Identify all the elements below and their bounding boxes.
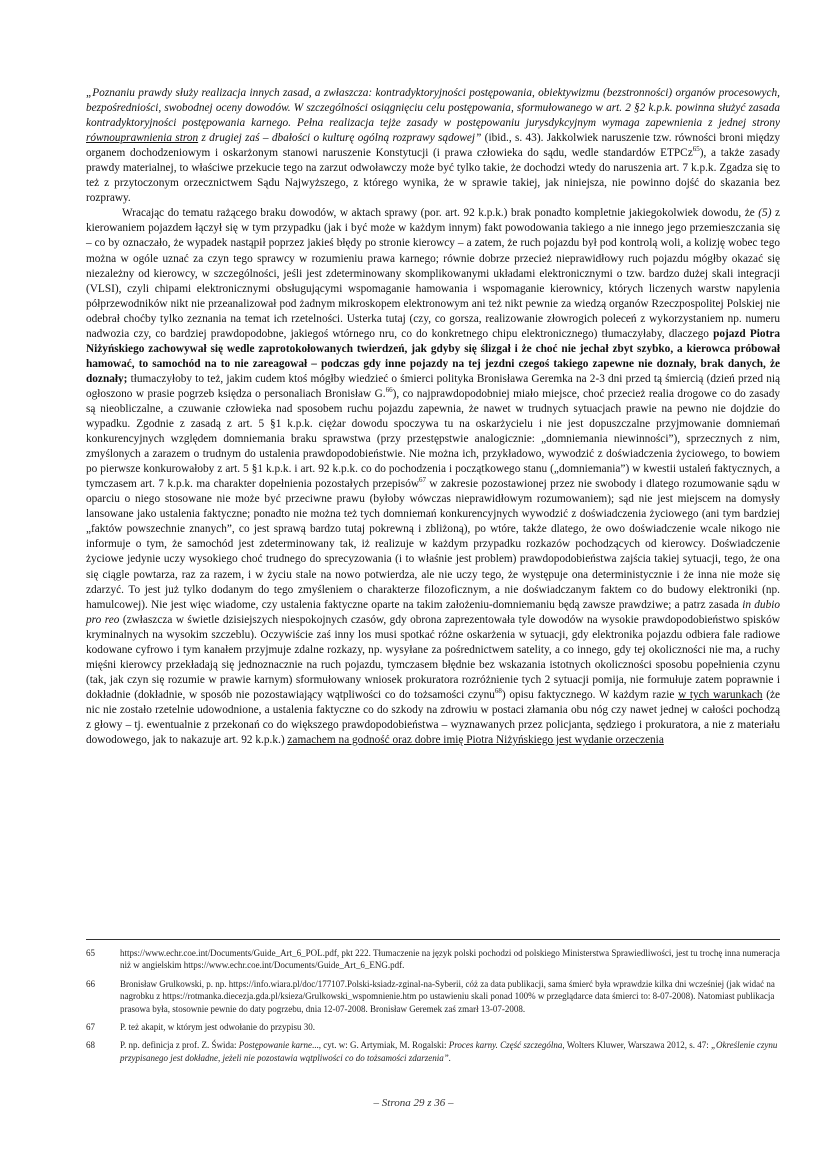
footnote-ref-67: 67 (419, 476, 426, 485)
footnote-68: 68 P. np. definicja z prof. Z. Świda: Postępowanie karne..., cyt. w: G. Artymiak, M. Rogalski: Proces karny. Część szczególna, Wolters Kluwer, Warszawa 2012, s. 47: „Określenie czynu przypisanego jest dokładne, jeżeli nie pozostawia wątpliwości co do tożsamości zdarzenia”. (86, 1040, 778, 1063)
quote-text: „Poznaniu prawdy służy realizacja innych zasad, a zwłaszcza: kontradyktoryjności postępowania, obiektywizmu (bezstronności) organów procesowych, bezpośredniości, swobodnej oceny dowodów. W szczególności osiągnięciu celu postępowania, sformułowanego w art. 2 §2 k.p.k. powinna służyć zasada kontradyktoryjności postępowania karnego. Pełna realizacja tejże zasady w postępowaniu jurysdykcyjnym wymaga zapewnienia z jednej strony równouprawnienia stron z drugiej zaś – dbałości o kulturę ogólną rozprawy sądowej” (86, 87, 780, 145)
footnote-66: 66 Bronisław Grulkowski, p. np. https://info.wiara.pl/doc/177107.Polski-ksiadz-zginal-na-Syberii, cóż za data publikacji, sama śmierć była wprawdzie kilka dni wcześniej (jak widać na nagrobku z https://rotmanka.diecezja.gda.pl/ksieza/Grulkowski_wspomnienie.htm po ustawieniu skali ponad 100% w przeglądarce data śmierci to: 8-07-2008). Natomiast publikacja prasowa była, stosownie pewnie do daty pogrzebu, dnia 12-07-2008. Bronisław Geremek zaś zmarł 13-07-2008. (86, 978, 775, 1014)
footnote-65: 65 https://www.echr.coe.int/Documents/Guide_Art_6_POL.pdf, pkt 222. Tłumaczenie na język polski pochodzi od polskiego Ministerstwa Sprawiedliwości, jest tu trochę inna numeracja niż w angielskim https://www.echr.coe.int/Documents/Guide_Art_6_ENG.pdf. (86, 948, 780, 971)
footnote-ref-66: 66 (385, 386, 393, 395)
main-text (86, 86, 780, 748)
page-number: – Strona 29 z 36 – (373, 1097, 454, 1109)
footnote-ref-68: 68 (494, 687, 502, 696)
bold-statement: pojazd Piotra Niżyńskiego zachowywał się wedle zaprotokołowanych twierdzeń, jak gdyby się ślizgał i że choć nie jechał zbyt szybko, a kierowca próbował hamować, to samochód na to nie zareagował – podczas gdy inne pojazdy na tej jezdni czegoś takiego zapewne nie doznały, brak danych, że doznały; (86, 327, 780, 385)
footnote-67: 67 P. też akapit, w którym jest odwołanie do przypisu 30. (86, 1022, 315, 1033)
footnotes (86, 947, 780, 1070)
quote-underlined: równouprawnienia stron (86, 132, 199, 145)
paragraph-1: „Poznaniu prawdy służy realizacja innych zasad, a zwłaszcza: kontradyktoryjności postępowania, obiektywizmu (bezstronności) organów procesowych, bezpośredniości, swobodnej oceny dowodów. W szczególności osiągnięciu celu postępowania, sformułowanego w art. 2 §2 k.p.k. powinna służyć zasada kontradyktoryjności postępowania karnego. Pełna realizacja tejże zasady w postępowaniu jurysdykcyjnym wymaga zapewnienia z jednej strony równouprawnienia stron z drugiej zaś – dbałości o kulturę ogólną rozprawy sądowej” (ibid., s. 43). Jakkolwiek naruszenie tzw. równości broni między organem dochodzeniowym i oskarżonym stanowi naruszenie Konstytucji (i prawa człowieka do sądu, wedle standardów ETPCz$^{65}$), a także zasady prawdy materialnej, to właściwe przekucie tego na zarzut odwoławczy może być tylko takie, że dochodzi wtedy do naruszenia art. 7 k.p.k. Zgadza się to też z przytoczonym orzecznictwem Sądu Najwyższego, z którego wynika, że w sprawie takiej, jak niniejsza, nie powinno dojść do skazania bez rozprawy. (86, 87, 781, 205)
paragraph-2: Wracając do tematu rażącego braku dowodów, w aktach sprawy (por. art. 92 k.p.k.) brak ponadto kompletnie jakiegokolwiek dowodu, że (5) z kierowaniem pojazdem łączył się w tym przypadku (jak i być może w każdym innym) fakt powodowania takiego a nie innego jego przemieszczania się – co by oznaczało, że wypadek nastąpił poprzez jakieś błędy po stronie kierowcy – a zatem, że ruch pojazdu był pod kontrolą woli, a kolizję wobec tego można w ogóle uznać za czyn tego sprawcy w rozumieniu prawa karnego; równie dobrze przecież nieprawidłowy ruch pojazdu mógłby okazać się niezależny od kierowcy, w szczególności, jeśli jest zdeterminowany skomplikowanymi układami elektronicznymi o tzw. bardzo dużej skali integracji (VLSI), czyli chipami elektronicznymi obsługującymi wspomaganie hamowania i wspomaganie kierownicy, których liczenych warstw napylenia półprzewodników nikt nie przeanalizował pod żadnym mikroskopem elektronowym ani też nikt pewnie za wiedzą organów Rzeczpospolitej Polskiej nie odebrał choćby tylko zeznania na temat ich rzetelności. Usterka tutaj (czy, co gorsza, realizowanie złowrogich poleceń z wykorzystaniem np. numeru nadwozia czy, co bardziej prawdopodobne, jakiegoś wtórnego nru, co do konkretnego chipu elektronicznego) tłumaczyłaby, dlaczego pojazd Piotra Niżyńskiego zachowywał się wedle zaprotokołowanych twierdzeń, jak gdyby się ślizgał i że choć nie jechał zbyt szybko, a kierowca próbował hamować, to samochód na to nie zareagował – podczas gdy inne pojazdy na tej jezdni czegoś takiego zapewne nie doznały, brak danych, że doznały; tłumaczyłoby to też, jakim cudem ktoś mógłby wiedzieć o śmierci polityka Bronisława Geremka na 2-3 dni przed tą śmiercią (dzień przed nią ogłoszono w prasie pogrzeb księdza o personaliach Bronisław G.$^{66}$), co najprawdopodobniej miało miejsce, choć przecież realia drogowe co do zasady są nieobliczalne, a czuwanie człowieka nad sposobem ruchu pojazdu zapewnia, że nawet w trudnych sytuacjach prawie na pewno nie dojdzie do wypadku. Zgodnie z zasadą z art. 5 §1 k.p.k. ciężar dowodu spoczywa tu na oskarżycielu i nie jest dopuszczalne przyjmowanie domniemań konkurencyjnych względem domniemania braku sprawstwa (przy przestępstwie analogicznie: „domniemania niewinności”), sprzecznych z nim, zmyślonych a zarazem o trudnym do ustalenia prawdopodobieństwie. Nie można ich, przykładowo, wywodzić z doświadczenia życiowego, to bowiem po pierwsze konkurowałoby z art. 5 §1 k.p.k. i art. 92 k.p.k. co do pochodzenia i początkowego stanu („domniemania”) w kwestii ustaleń faktycznych, a tymczasem art. 7 k.p.k. ma charakter dopełnienia pozostałych przepisów$^{67}$ w zakresie pozostawionej przez nie swobody i dlatego rozumowanie sądu w oparciu o niego stosowane nie może być przeciwne prawu (byłoby wówczas nieprawidłowym rozumowaniem); sąd nie jest miejscem na domysły lansowane jako ustalenia faktyczne; ponadto nie można też tych domniemań konkurencyjnych wywodzić z doświadczenia życiowego (ani tym bardziej „faktów powszechnie znanych”, co jest sprawą bardzo tutaj pokrewną i zbliżoną), po wtóre, także dlatego, że owo doświadczenie wcale nikogo nie informuje o tym, że samochód jest zdeterminowany tak, iż realizuje w każdym przypadku rozkazów pochodzących od kierowcy. Doświadczenie życiowe jedynie uczy wysokiego choć trudnego do sprecyzowania (i to właśnie jest problem) prawdopodobieństwa zajścia takiej sytuacji, tego, że ona się ciągle powtarza, raz za razem, i w życiu stale na nowo potwierdza, ale nie uczy tego, że występuje ona deterministycznie i że inna nie może się zdarzyć. To jest już tylko dodanym do tego zmyśleniem o charakterze filozoficznym, a nie doświadczanym faktem co do budowy elektroniki (np. hamulcowej). Nie jest więc wiadome, czy ustalenia faktyczne oparte na takim założeniu-domniemaniu będą zawsze prawdziwe; a patrz zasada in dubio pro reo (zwłaszcza w świetle dzisiejszych niespokojnych czasów, gdy obrona zaprezentowała tyle dowodów na wysokie prawdopodobieństwo spisków kryminalnych na wysokim szczeblu). Oczywiście zaś inny los musi spotkać różne oskarżenia w sytuacji, gdy elektronika pojazdu odbiera fale radiowe kodowane cyfrowo i tym kanałem przyjmuje zdalne rozkazy, np. wysyłane za pośrednictwem satelity, a co innego, gdy tej okoliczności nie ma, a ruchy mięśni kierowcy przekładają się jednoznacznie na ruch pojazdu, tymczasem błędnie bez wskazania istotnych okoliczności sposobu popełnienia czynu (tak, jak czyn się rozumie w prawie karnym) sformułowany wniosek prokuratora rozróżnienie tych 2 sytuacji pomija, nie formułuje zatem poprawnie i dokładnie (dokładnie, w sposób nie pozostawiający wątpliwości co do tożsamości czynu$^{68}$) opisu faktycznego. W każdym razie w tych warunkach (że nic nie zostało rzetelnie udowodnione, a ustalenia faktyczne co do szkody na zdrowiu w postaci złamania obu nóg czy nawet jednej w całości pochodzą z głowy – tj. ewentualnie z przekonań co do większego prawdopodobieństwa – wyznawanych przez policjanta, sędziego i prokuratora, a nie z materiału dowodowego, jak to nakazuje art. 92 k.p.k.) zamachem na godność oraz dobre imię Piotra Niżyńskiego jest wydanie orzeczenia (86, 207, 781, 747)
underlined-closing: zamachem na godność oraz dobre imię Piotra Niżyńskiego jest wydanie orzeczenia (287, 734, 664, 747)
footnote-separator (86, 939, 780, 940)
footnote-ref-65: 65 (692, 145, 700, 154)
